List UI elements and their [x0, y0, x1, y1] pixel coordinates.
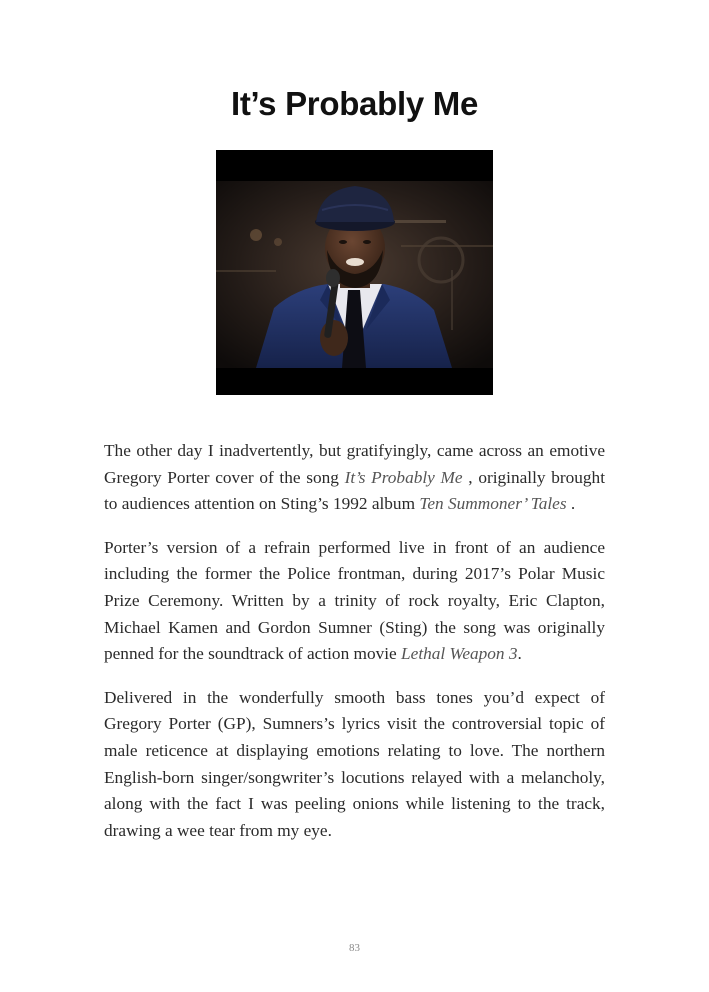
- singer-photo-illustration: [216, 150, 493, 395]
- paragraph-background: [104, 535, 605, 668]
- paragraph-intro-text-3: .: [566, 494, 576, 514]
- page-title: It’s Probably Me: [230, 85, 479, 122]
- paragraph-intro: [104, 438, 605, 518]
- paragraph-intro-text-2: , originally brought to audiences attention on Sting’s 1992 album: [104, 467, 605, 514]
- paragraph-background-text-1: Porter’s version of a refrain performed live in front of an audience including the former the Police frontman, during 2017’s Polar Music Prize Ceremony. Written by a trinity of rock royalty, Eric Clapton, Michael Kamen and Gordon Sumner (Sting) the song was originally penned for the soundtrack of action movie: [104, 537, 605, 664]
- movie-title: Lethal Weapon 3: [401, 644, 518, 664]
- song-title: It’s Probably Me: [344, 467, 463, 487]
- paragraph-background-text-2: .: [517, 644, 522, 664]
- paragraph-review-text: Delivered in the wonderfully smooth bass tones you’d expect of Gregory Porter (GP), Sumners’s lyrics visit the controversial topic of male reticence at displaying emotions relating to love. The northern English-born singer/songwriter’s locutions relayed with a melancholy, along with the fact I was peeling onions while listening to the track, drawing a wee tear from my eye.: [104, 687, 605, 840]
- singer-photo: [216, 150, 493, 395]
- paragraph-intro-text-1: The other day I inadvertently, but gratifyingly, came across an emotive Gregory Porter cover of the song: [104, 441, 605, 487]
- paragraph-review: [104, 685, 605, 845]
- article-body: [104, 438, 605, 861]
- album-title: Ten Summoner’ Tales: [419, 494, 567, 514]
- page-number: 83: [349, 942, 360, 954]
